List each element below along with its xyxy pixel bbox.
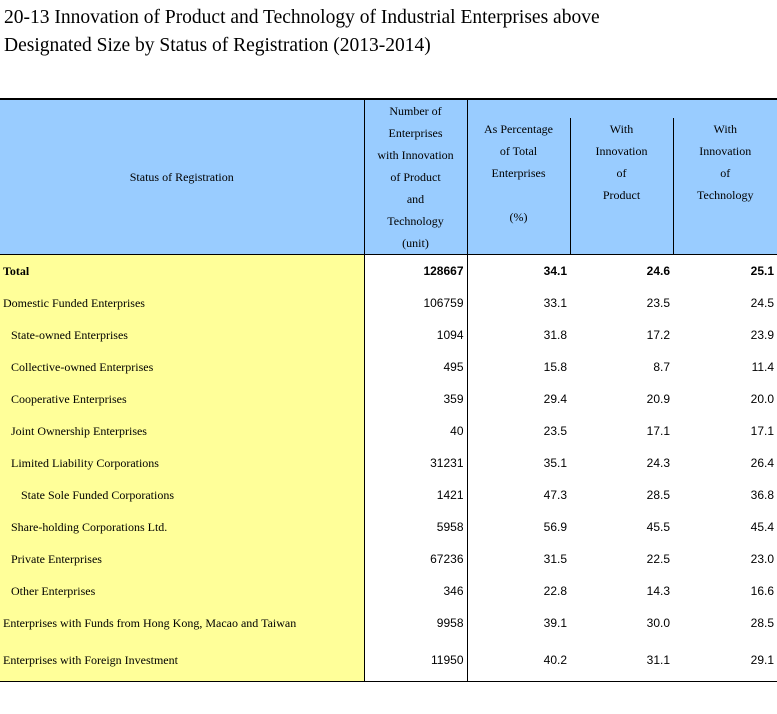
cell-product: 22.5	[646, 552, 670, 566]
row-label: Domestic Funded Enterprises	[0, 287, 364, 319]
header-product-line: of	[616, 166, 627, 180]
cell-product: 17.1	[646, 424, 670, 438]
header-group-top	[467, 99, 777, 118]
cell-pct: 29.4	[543, 392, 567, 406]
cell-product: 8.7	[653, 360, 670, 374]
cell-pct: 56.9	[543, 520, 567, 534]
table-row	[0, 543, 777, 575]
cell-product: 20.9	[646, 392, 670, 406]
header-percentage	[467, 118, 570, 255]
header-number-line: of Product	[390, 170, 441, 184]
table-row	[0, 639, 777, 682]
table-row	[0, 415, 777, 447]
header-with-product	[570, 118, 673, 255]
cell-number: 11950	[364, 639, 467, 682]
cell-product: 24.6	[646, 264, 670, 278]
cell-product: 45.5	[646, 520, 670, 534]
cell-technology: 16.6	[750, 584, 775, 598]
page-title	[4, 4, 600, 60]
cell-product: 14.3	[646, 584, 670, 598]
cell-number: 1094	[364, 319, 467, 351]
header-number-line: with Innovation	[377, 148, 454, 162]
row-label: Cooperative Enterprises	[0, 383, 364, 415]
header-percentage-line: As Percentage	[484, 122, 553, 136]
innovation-table	[0, 98, 777, 682]
cell-product: 30.0	[646, 616, 670, 630]
cell-product: 31.1	[570, 639, 673, 682]
row-label: Share-holding Corporations Ltd.	[0, 511, 364, 543]
header-technology-line: Innovation	[699, 144, 752, 158]
cell-product: 23.5	[646, 296, 670, 310]
header-technology-line: of	[720, 166, 731, 180]
cell-technology: 45.4	[750, 520, 775, 534]
cell-product: 17.2	[646, 328, 670, 342]
header-number	[364, 99, 467, 255]
header-product-line: Product	[602, 188, 641, 202]
cell-technology: 36.8	[750, 488, 775, 502]
table-body	[0, 255, 777, 682]
row-label: State Sole Funded Corporations	[0, 479, 364, 511]
cell-number: 128667	[364, 255, 467, 288]
cell-product: 24.3	[646, 456, 670, 470]
cell-pct: 31.8	[543, 328, 567, 342]
cell-number: 359	[364, 383, 467, 415]
header-product-line: Innovation	[595, 144, 648, 158]
header-number-line: and	[406, 192, 425, 206]
cell-number: 5958	[364, 511, 467, 543]
cell-pct: 23.5	[543, 424, 567, 438]
table-row	[0, 319, 777, 351]
table-row	[0, 607, 777, 639]
header-number-line: Enterprises	[388, 126, 443, 140]
table-row	[0, 511, 777, 543]
cell-number: 346	[364, 575, 467, 607]
table-row	[0, 479, 777, 511]
table-row	[0, 351, 777, 383]
cell-number: 9958	[364, 607, 467, 639]
cell-technology: 17.1	[750, 424, 775, 438]
cell-pct: 31.5	[543, 552, 567, 566]
cell-number: 1421	[364, 479, 467, 511]
table-row	[0, 383, 777, 415]
cell-product: 28.5	[646, 488, 670, 502]
row-label: Private Enterprises	[0, 543, 364, 575]
table-header	[0, 99, 777, 255]
row-label: Enterprises with Funds from Hong Kong, Macao and Taiwan	[0, 607, 364, 639]
cell-technology: 25.1	[750, 264, 775, 278]
header-status: Status of Registration	[0, 99, 364, 255]
row-label: Enterprises with Foreign Investment	[0, 639, 364, 682]
cell-technology: 29.1	[673, 639, 777, 682]
cell-pct: 39.1	[543, 616, 567, 630]
cell-technology: 23.9	[750, 328, 775, 342]
cell-pct: 40.2	[467, 639, 570, 682]
cell-number: 40	[364, 415, 467, 447]
header-percentage-line: Enterprises	[491, 166, 546, 180]
header-percentage-line	[468, 184, 570, 206]
row-label: State-owned Enterprises	[0, 319, 364, 351]
cell-pct: 47.3	[543, 488, 567, 502]
header-with-technology	[673, 118, 777, 255]
cell-pct: 22.8	[543, 584, 567, 598]
header-product-line: With	[609, 122, 634, 136]
cell-technology: 23.0	[750, 552, 775, 566]
header-number-line: Number of	[389, 104, 442, 118]
cell-number: 106759	[364, 287, 467, 319]
row-label: Collective-owned Enterprises	[0, 351, 364, 383]
cell-technology: 11.4	[751, 360, 775, 374]
cell-technology: 28.5	[750, 616, 775, 630]
cell-number: 495	[364, 351, 467, 383]
table-row	[0, 287, 777, 319]
header-technology-line: With	[713, 122, 738, 136]
cell-technology: 20.0	[750, 392, 775, 406]
cell-number: 31231	[364, 447, 467, 479]
table-row	[0, 447, 777, 479]
header-percentage-line: (%)	[509, 210, 528, 224]
title-line-1: 20-13 Innovation of Product and Technology of Industrial Enterprises above	[4, 7, 600, 28]
cell-pct: 33.1	[543, 296, 567, 310]
title-line-2: Designated Size by Status of Registration (2013-2014)	[4, 35, 431, 56]
cell-technology: 24.5	[750, 296, 775, 310]
header-percentage-line: of Total	[499, 144, 538, 158]
cell-pct: 15.8	[543, 360, 567, 374]
cell-number: 67236	[364, 543, 467, 575]
row-label: Limited Liability Corporations	[0, 447, 364, 479]
cell-technology: 26.4	[750, 456, 775, 470]
header-technology-line: Technology	[697, 188, 754, 202]
header-number-line: (unit)	[402, 236, 429, 250]
row-label: Other Enterprises	[0, 575, 364, 607]
header-number-line: Technology	[387, 214, 444, 228]
table-row	[0, 255, 777, 288]
table-row	[0, 575, 777, 607]
row-label: Total	[0, 255, 364, 288]
row-label: Joint Ownership Enterprises	[0, 415, 364, 447]
cell-pct: 35.1	[543, 456, 567, 470]
cell-pct: 34.1	[543, 264, 567, 278]
